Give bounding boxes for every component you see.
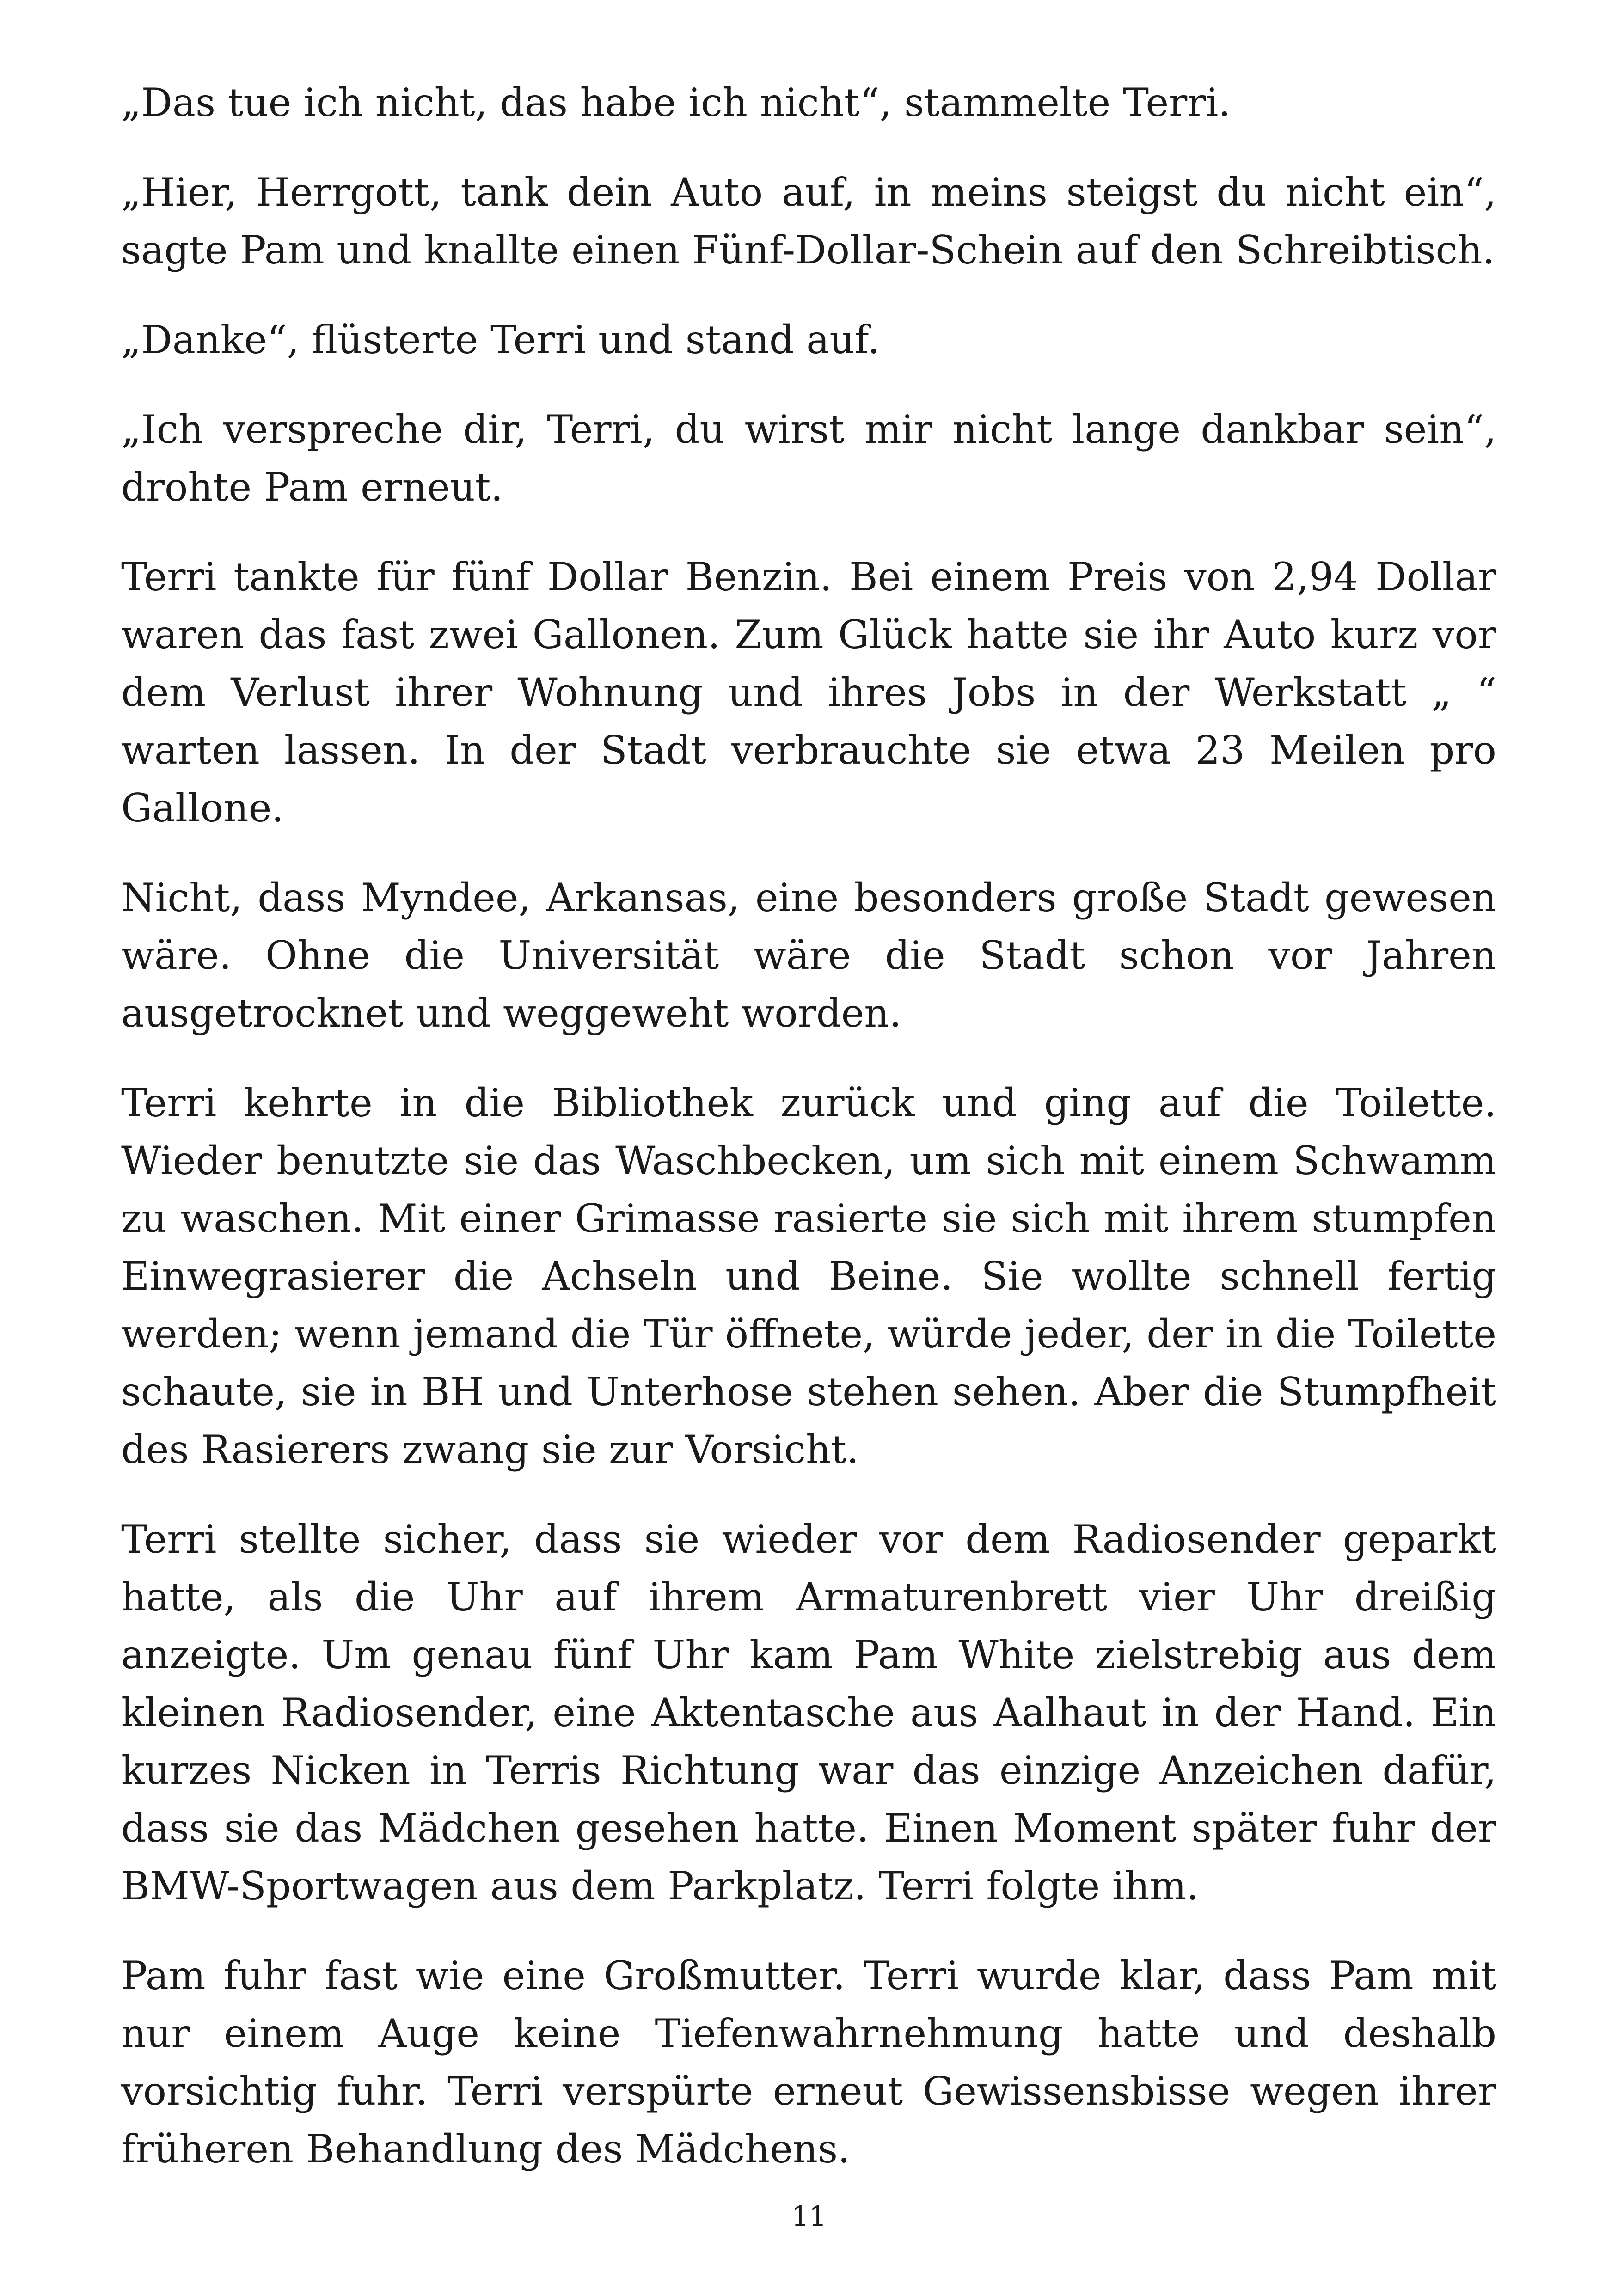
- paragraph: „Ich verspreche dir, Terri, du wirst mir nicht lange dankbar sein“, drohte Pam erneut.: [121, 407, 1496, 510]
- paragraph: Terri stellte sicher, dass sie wieder vor dem Radiosender geparkt hatte, als die Uhr auf ihrem Armaturenbrett vier Uhr dreißig anzeigte. Um genau fünf Uhr kam Pam White zielstrebig aus dem kleinen Radiosender, eine Aktentasche aus Aalhaut in der Hand. Ein kurzes Nicken in Terris Richtung war das einzige Anzeichen dafür, dass sie das Mädchen gesehen hatte. Einen Moment später fuhr der BMW-Sportwagen aus dem Parkplatz. Terri folgte ihm.: [121, 1517, 1496, 1909]
- paragraph: „Danke“, flüsterte Terri und stand auf.: [121, 317, 880, 362]
- paragraph: „Das tue ich nicht, das habe ich nicht“, stammelte Terri.: [121, 80, 1231, 125]
- paragraph: Pam fuhr fast wie eine Großmutter. Terri wurde klar, dass Pam mit nur einem Auge keine Tiefenwahrnehmung hatte und deshalb vorsichtig fuhr. Terri verspürte erneut Gewissensbisse wegen ihrer früheren Behandlung des Mädchens.: [121, 1953, 1496, 2172]
- page-number: 11: [791, 2200, 827, 2233]
- body-text: [121, 74, 1496, 2178]
- paragraph: „Hier, Herrgott, tank dein Auto auf, in meins steigst du nicht ein“, sagte Pam und knallte einen Fünf-Dollar-Schein auf den Schreibtisch.: [121, 170, 1496, 273]
- paragraph: Nicht, dass Myndee, Arkansas, eine besonders große Stadt gewesen wäre. Ohne die Universität wäre die Stadt schon vor Jahren ausgetrocknet und weggeweht worden.: [121, 875, 1496, 1036]
- paragraph: Terri kehrte in die Bibliothek zurück und ging auf die Toilette. Wieder benutzte sie das Waschbecken, um sich mit einem Schwamm zu waschen. Mit einer Grimasse rasierte sie sich mit ihrem stumpfen Einwegrasierer die Achseln und Beine. Sie wollte schnell fertig werden; wenn jemand die Tür öffnete, würde jeder, der in die Toilette schaute, sie in BH und Unterhose stehen sehen. Aber die Stumpfheit des Rasierers zwang sie zur Vorsicht.: [121, 1080, 1496, 1472]
- paragraph: Terri tankte für fünf Dollar Benzin. Bei einem Preis von 2,94 Dollar waren das fast zwei Gallonen. Zum Glück hatte sie ihr Auto kurz vor dem Verlust ihrer Wohnung und ihres Jobs in der Werkstatt „ “ warten lassen. In der Stadt verbrauchte sie etwa 23 Meilen pro Gallone.: [121, 554, 1496, 831]
